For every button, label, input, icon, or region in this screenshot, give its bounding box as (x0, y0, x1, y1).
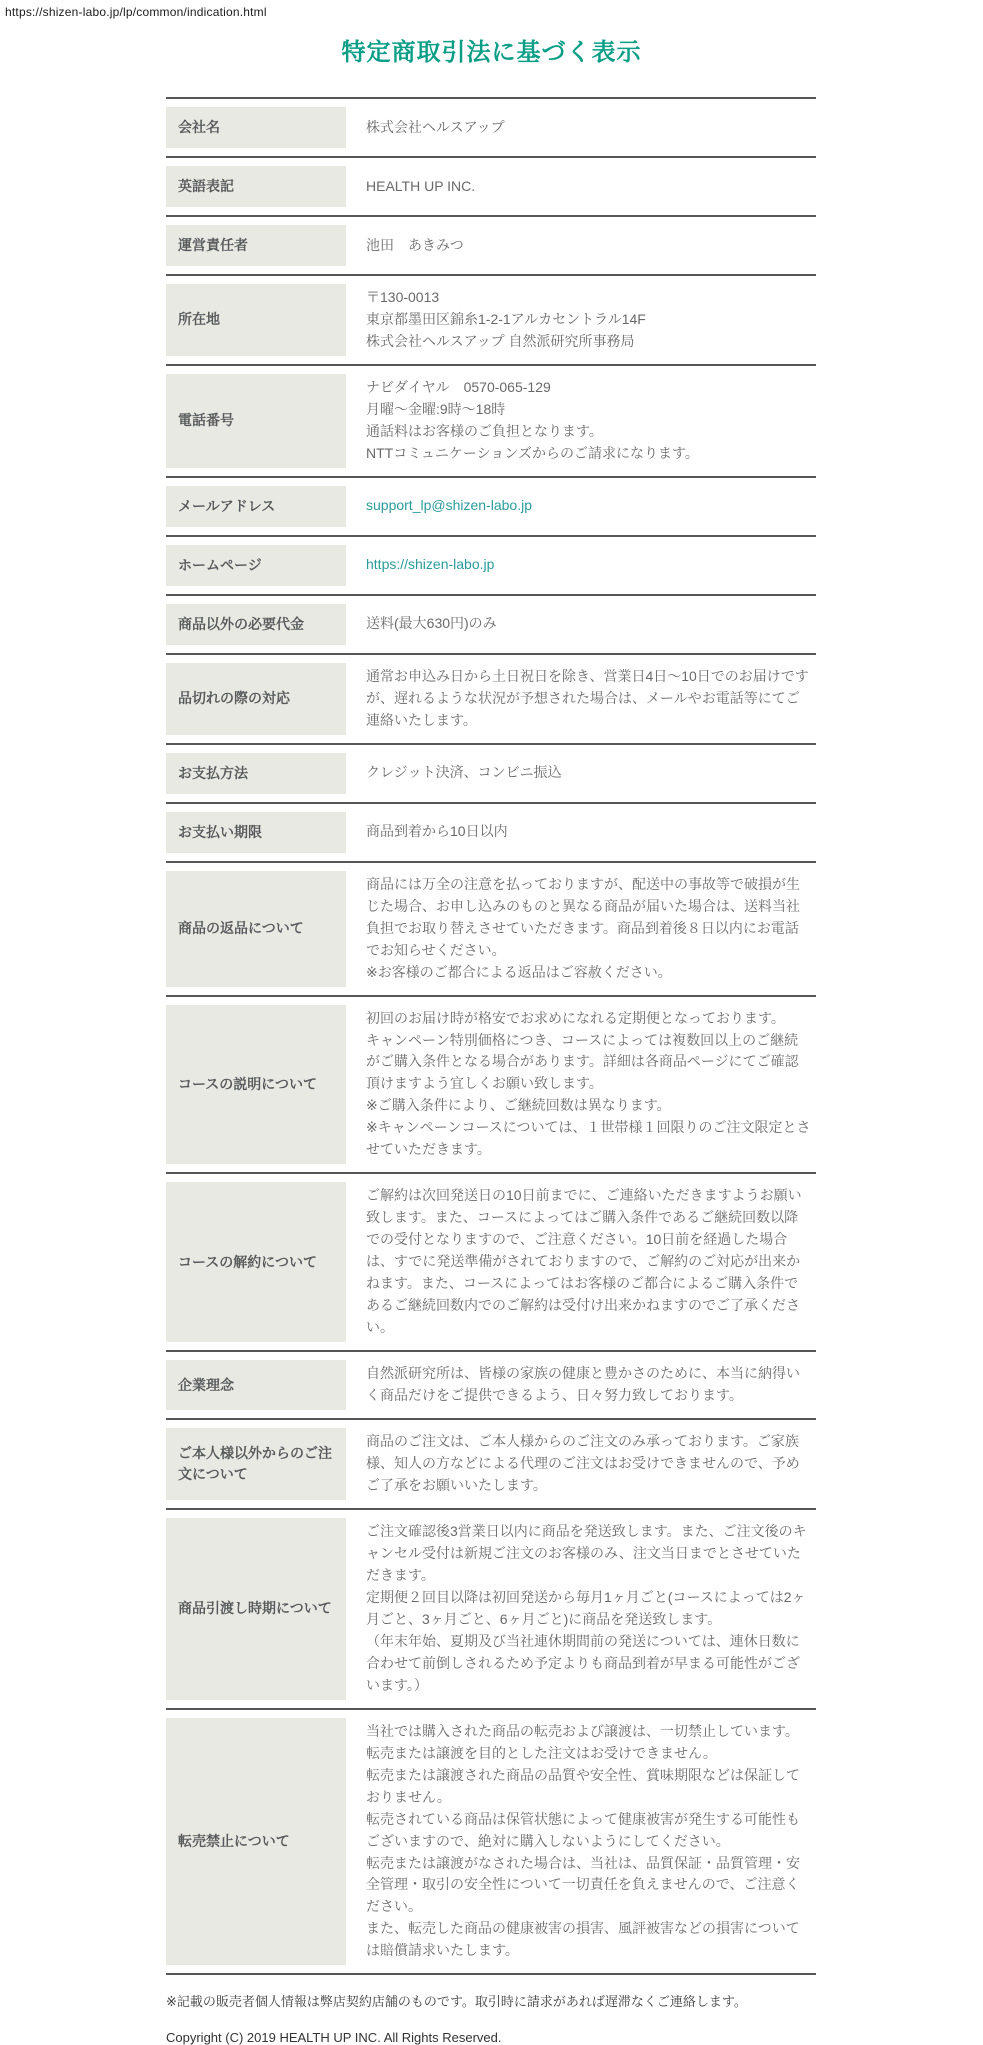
table-row-extra-costs (166, 594, 816, 653)
row-label: お支払方法 (166, 753, 346, 794)
row-value-line: また、転売した商品の健康被害の損害、風評被害などの損害については賠償請求いたします。 (366, 1920, 800, 1959)
row-value (346, 604, 816, 645)
row-value-line: 〒130-0013 (366, 289, 440, 305)
table-row-payment-method (166, 743, 816, 802)
row-value-line: 池田 あきみつ (366, 236, 464, 253)
table-row-address (166, 274, 816, 364)
row-value-line: 定期便２回目以降は初回発送から毎月1ヶ月ごと(コースによっては2ヶ月ごと、3ヶ月ごと、6ヶ月ごと)に商品を発送致します。 (366, 1588, 806, 1627)
table-row-out-of-stock (166, 653, 816, 743)
row-value-line: 送料(最大630円)のみ (366, 615, 497, 632)
row-label: ホームページ (166, 545, 346, 586)
row-label: 英語表記 (166, 166, 346, 207)
table-row-homepage (166, 535, 816, 594)
row-label: ご本人様以外からのご注文について (166, 1428, 346, 1500)
row-value-line: 株式会社ヘルスアップ (366, 118, 505, 135)
row-value-line: 株式会社ヘルスアップ 自然派研究所事務局 (366, 332, 635, 349)
row-value-line: ※キャンペーンコースについては、１世帯様１回限りのご注文限定とさせていただきます。 (366, 1119, 811, 1158)
row-value (346, 753, 816, 794)
row-label: 運営責任者 (166, 225, 346, 266)
row-value-line: ご注文確認後3営業日以内に商品を発送致します。また、ご注文後のキャンセル受付は新規ご注文のお客様のみ、注文当日までとさせていただきます。 (366, 1522, 807, 1583)
row-value (346, 1182, 816, 1342)
copyright: Copyright (C) 2019 HEALTH UP INC. All Rights Reserved. (166, 2030, 502, 2045)
row-label: お支払い期限 (166, 812, 346, 853)
table-row-returns-policy (166, 861, 816, 995)
row-value-line: 転売または譲渡がなされた場合は、当社は、品質保証・品質管理・安全管理・取引の安全性について一切責任を負えませんので、ご注意ください。 (366, 1854, 800, 1915)
page-url: https://shizen-labo.jp/lp/common/indication.html (5, 5, 267, 19)
row-label: コースの解約について (166, 1182, 346, 1342)
row-value (346, 1360, 816, 1410)
row-label: 会社名 (166, 107, 346, 148)
email-link[interactable]: support_lp@shizen-labo.jp (366, 497, 532, 514)
row-value (346, 374, 816, 468)
row-value-line: 当社では購入された商品の転売および譲渡は、一切禁止しています。 (366, 1722, 799, 1739)
row-value (346, 225, 816, 266)
row-label: 電話番号 (166, 374, 346, 468)
row-label: メールアドレス (166, 486, 346, 527)
row-value (346, 1005, 816, 1165)
row-value-line: 東京都墨田区錦糸1-2-1アルカセントラル14F (366, 310, 646, 327)
row-value-line: HEALTH UP INC. (366, 177, 476, 194)
table-row-payment-deadline (166, 802, 816, 861)
row-value (346, 1718, 816, 1966)
row-value-line: 転売されている商品は保管状態によって健康被害が発生する可能性もございますので、絶対に購入しないようにしてください。 (366, 1810, 800, 1849)
row-label: コースの説明について (166, 1005, 346, 1165)
row-value (346, 486, 816, 527)
row-value-line: ご解約は次回発送日の10日前までに、ご連絡いただきますようお願い致します。また、コースによってはご購入条件であるご継続回数以降での受付となりますので、ご注意ください。10日前を経過した場合は、すでに発送準備がされておりますので、ご解約のご対応が出来かねます。また、コースによってはお客様のご都合によるご購入条件であるご継続回数内でのご解約は受付け出来かねますのでご了承ください。 (366, 1187, 802, 1336)
row-value (346, 812, 816, 853)
table-row-course-cancellation (166, 1172, 816, 1350)
row-value (346, 107, 816, 148)
table-row-english-notation (166, 156, 816, 215)
row-value-line: ナビダイヤル 0570-065-129 (366, 378, 551, 395)
row-value-line: ※ご購入条件により、ご継続回数は異なります。 (366, 1097, 671, 1114)
row-value (346, 1428, 816, 1500)
row-value (346, 166, 816, 207)
table-row-orders-by-others (166, 1418, 816, 1508)
table-row-resale-prohibition (166, 1708, 816, 1974)
row-value-line: 通常お申込み日から土日祝日を除き、営業日4日～10日でのお届けですが、遅れるような状況が予想された場合は、メールやお電話等にてご連絡いたします。 (366, 667, 809, 728)
row-label: 商品以外の必要代金 (166, 604, 346, 645)
row-value-line: 初回のお届け時が格安でお求めになれる定期便となっております。 (366, 1009, 785, 1026)
row-label: 品切れの際の対応 (166, 663, 346, 735)
row-value-line: 商品到着から10日以内 (366, 823, 508, 840)
row-value-line: NTTコミュニケーションズからのご請求になります。 (366, 444, 699, 461)
page-title: 特定商取引法に基づく表示 (341, 39, 642, 66)
row-value (346, 284, 816, 356)
row-value-line: 商品には万全の注意を払っておりますが、配送中の事故等で破損が生じた場合、お申し込みのものと異なる商品が届いた場合は、送料当社負担でお取り替えさせていただきます。商品到着後８日以内にお電話でお知らせください。 (366, 875, 800, 958)
row-value (346, 871, 816, 987)
row-value-line: 月曜～金曜:9時～18時 (366, 400, 506, 417)
homepage-link[interactable]: https://shizen-labo.jp (366, 556, 495, 573)
row-label: 企業理念 (166, 1360, 346, 1410)
row-value-line: 転売または譲渡された商品の品質や安全性、賞味期限などは保証しておりません。 (366, 1766, 800, 1805)
table-row-delivery-time (166, 1508, 816, 1708)
row-label: 所在地 (166, 284, 346, 356)
table-row-manager (166, 215, 816, 274)
table-row-course-description (166, 995, 816, 1173)
table-row-email-address (166, 476, 816, 535)
row-value-line: 自然派研究所は、皆様の家族の健康と豊かさのために、本当に納得いく商品だけをご提供できるよう、日々努力致しております。 (366, 1365, 800, 1404)
row-value (346, 545, 816, 586)
row-value-line: （年末年始、夏期及び当社連休期間前の発送については、連休日数に合わせて前倒しされるため予定よりも商品到着が早まる可能性がございます。） (366, 1632, 800, 1693)
row-value-line: クレジット決済、コンビニ振込 (366, 764, 562, 781)
row-value-line: 通話料はお客様のご負担となります。 (366, 422, 603, 439)
table-row-company-name (166, 97, 816, 156)
table-row-corporate-philosophy (166, 1350, 816, 1418)
row-value (346, 663, 816, 735)
row-label: 商品引渡し時期について (166, 1518, 346, 1700)
row-label: 商品の返品について (166, 871, 346, 987)
row-value-line: キャンペーン特別価格につき、コースによっては複数回以上のご継続がご購入条件となる場合があります。詳細は各商品ページにてご確認頂けますよう宜しくお願い致します。 (366, 1031, 799, 1092)
row-value-line: 商品のご注文は、ご本人様からのご注文のみ承っております。ご家族様、知人の方などによる代理のご注文はお受けできませんので、予めご了承をお願いいたします。 (366, 1433, 800, 1493)
table-row-phone-number (166, 364, 816, 476)
indication-table (166, 97, 816, 1975)
row-value-line: ※お客様のご都合による返品はご容赦ください。 (366, 963, 672, 980)
footer-note: ※記載の販売者個人情報は弊店契約店舗のものです。取引時に請求があれば遅滞なくご連絡します。 (166, 1994, 747, 2010)
row-value-line: 転売または譲渡を目的とした注文はお受けできません。 (366, 1744, 717, 1761)
row-value (346, 1518, 816, 1700)
row-label: 転売禁止について (166, 1718, 346, 1966)
